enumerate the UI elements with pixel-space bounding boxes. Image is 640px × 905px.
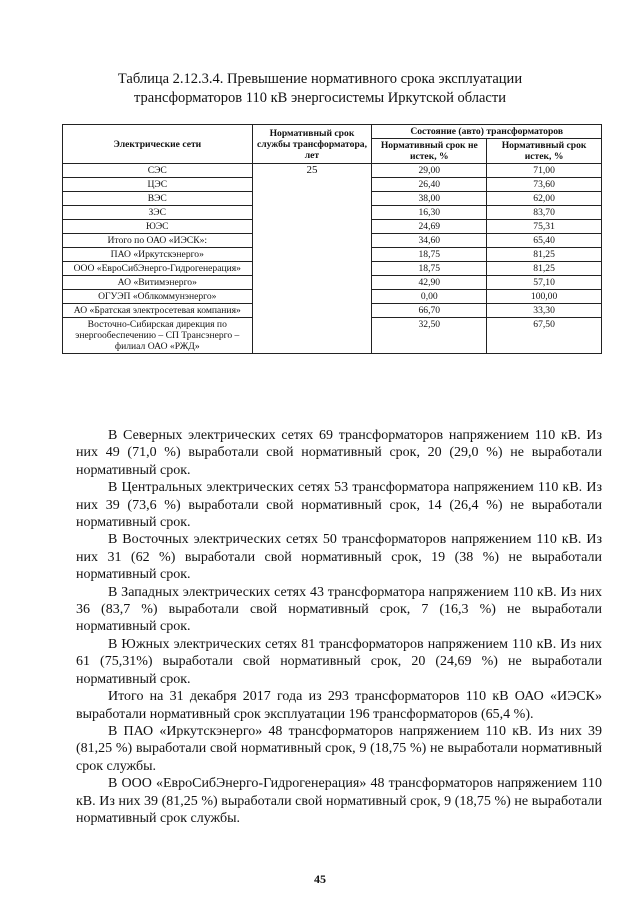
row-name: СЭС <box>63 164 253 178</box>
header-expired: Нормативный срок истек, % <box>487 139 602 164</box>
row-expired: 67,50 <box>487 318 602 354</box>
row-name: АО «Витимэнерго» <box>63 276 253 290</box>
row-name: ВЭС <box>63 192 253 206</box>
row-name: Восточно-Сибирская дирекция по энергообеспечению – СП Трансэнерго – филиал ОАО «РЖД» <box>63 318 253 354</box>
row-not-expired: 0,00 <box>372 290 487 304</box>
row-expired: 81,25 <box>487 262 602 276</box>
body-text <box>76 427 602 827</box>
row-name: ООО «ЕвроСибЭнерго-Гидрогенерация» <box>63 262 253 276</box>
table-caption <box>0 70 640 108</box>
row-not-expired: 16,30 <box>372 206 487 220</box>
row-name: ЗЭС <box>63 206 253 220</box>
row-expired: 83,70 <box>487 206 602 220</box>
header-not-expired: Нормативный срок не истек, % <box>372 139 487 164</box>
paragraph: В ПАО «Иркутскэнерго» 48 трансформаторов напряжением 110 кВ. Из них 39 (81,25 %) выработали свой нормативный срок, 9 (18,75 %) не выработали нормативный срок службы. <box>76 723 602 774</box>
row-not-expired: 18,75 <box>372 262 487 276</box>
row-expired: 33,30 <box>487 304 602 318</box>
row-not-expired: 34,60 <box>372 234 487 248</box>
row-name: ЦЭС <box>63 178 253 192</box>
row-name: ОГУЭП «Облкоммунэнерго» <box>63 290 253 304</box>
row-expired: 65,40 <box>487 234 602 248</box>
row-not-expired: 38,00 <box>372 192 487 206</box>
paragraph: В Западных электрических сетях 43 трансформатора напряжением 110 кВ. Из них 36 (83,7 %) выработали свой нормативный срок, 7 (16,3 %) не выработали нормативный срок. <box>76 584 602 635</box>
row-not-expired: 24,69 <box>372 220 487 234</box>
row-not-expired: 32,50 <box>372 318 487 354</box>
row-expired: 81,25 <box>487 248 602 262</box>
row-not-expired: 18,75 <box>372 248 487 262</box>
row-name: ЮЭС <box>63 220 253 234</box>
transformer-table <box>62 124 602 354</box>
page-number: 45 <box>314 872 326 886</box>
paragraph: В Южных электрических сетях 81 трансформаторов напряжением 110 кВ. Из них 61 (75,31%) выработали свой нормативный срок, 20 (24,69 %) не выработали нормативный срок. <box>76 636 602 687</box>
paragraph: В ООО «ЕвроСибЭнерго-Гидрогенерация» 48 трансформаторов напряжением 110 кВ. Из них 39 (81,25 %) выработали свой нормативный срок, 9 (18,75 %) не выработали нормативный срок службы. <box>76 776 602 826</box>
caption-line-2: трансформаторов 110 кВ энергосистемы Иркутской области <box>134 90 506 106</box>
row-expired: 75,31 <box>487 220 602 234</box>
paragraph: В Северных электрических сетях 69 трансформаторов напряжением 110 кВ. Из них 49 (71,0 %) выработали свой нормативный срок, 20 (29,0 %) не выработали нормативный срок. <box>76 428 602 478</box>
row-not-expired: 29,00 <box>372 164 487 178</box>
table-row <box>63 164 602 178</box>
row-expired: 62,00 <box>487 192 602 206</box>
row-name: ПАО «Иркутскэнерго» <box>63 248 253 262</box>
header-network: Электрические сети <box>63 125 253 164</box>
row-not-expired: 26,40 <box>372 178 487 192</box>
row-expired: 71,00 <box>487 164 602 178</box>
caption-line-1: Таблица 2.12.3.4. Превышение нормативного срока эксплуатации <box>117 71 523 87</box>
paragraph: В Восточных электрических сетях 50 трансформаторов напряжением 110 кВ. Из них 31 (62 %) выработали свой нормативный срок, 19 (38 %) не выработали нормативный срок. <box>76 532 602 583</box>
norm-value: 25 <box>252 164 372 354</box>
row-name: АО «Братская электросетевая компания» <box>63 304 253 318</box>
row-not-expired: 42,90 <box>372 276 487 290</box>
row-expired: 73,60 <box>487 178 602 192</box>
row-expired: 57,10 <box>487 276 602 290</box>
paragraph: Итого на 31 декабря 2017 года из 293 трансформаторов 110 кВ ОАО «ИЭСК» выработали нормативный срок эксплуатации 196 трансформаторов (65,4 %). <box>76 689 602 722</box>
row-expired: 100,00 <box>487 290 602 304</box>
paragraph: В Центральных электрических сетях 53 трансформатора напряжением 110 кВ. Из них 39 (73,6 %) выработали свой нормативный срок, 14 (26,4 %) не выработали нормативный срок. <box>76 480 602 531</box>
header-state: Состояние (авто) трансформаторов <box>372 125 602 139</box>
row-name: Итого по ОАО «ИЭСК»: <box>63 234 253 248</box>
header-norm: Нормативный срок службы трансформатора, лет <box>252 125 372 164</box>
row-not-expired: 66,70 <box>372 304 487 318</box>
